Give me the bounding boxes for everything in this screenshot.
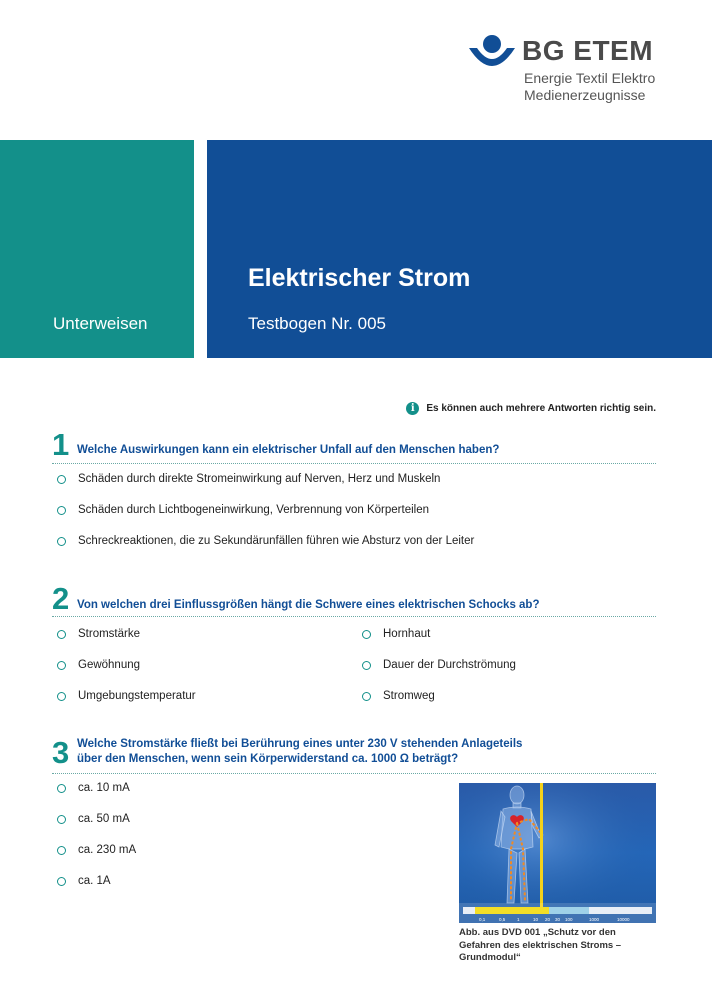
answer-option[interactable]: [362, 690, 435, 702]
radio-circle-icon[interactable]: [57, 846, 66, 855]
answer-option[interactable]: [362, 628, 430, 640]
radio-circle-icon[interactable]: [57, 506, 66, 515]
scale-label: 100: [565, 917, 573, 922]
logo-subline-2: Medienerzeugnisse: [524, 87, 646, 103]
radio-circle-icon[interactable]: [57, 877, 66, 886]
answer-label: Dauer der Durchströmung: [383, 659, 516, 671]
answer-option[interactable]: [57, 844, 136, 856]
banner-left-panel: [0, 140, 194, 358]
question-header: [52, 736, 656, 774]
radio-circle-icon[interactable]: [57, 630, 66, 639]
scale-label: 30: [555, 917, 561, 922]
answer-option[interactable]: [57, 628, 140, 640]
electric-body-illustration: [459, 783, 656, 923]
logo-subline: [524, 70, 655, 104]
answer-label: Hornhaut: [383, 628, 431, 640]
scale-label: 0,5: [499, 917, 506, 922]
answer-option[interactable]: [57, 473, 440, 485]
radio-circle-icon[interactable]: [57, 784, 66, 793]
radio-circle-icon[interactable]: [362, 692, 371, 701]
logo-mark-icon: [467, 34, 517, 78]
question-number: 3: [52, 735, 70, 770]
question-header: [52, 583, 656, 617]
page-subtitle: Testbogen Nr. 005: [248, 314, 386, 333]
answer-label: Stromweg: [383, 690, 435, 702]
figure-caption: Abb. aus DVD 001 „Schutz vor den Gefahren des elektrischen Stroms – Grundmodul“: [459, 927, 622, 963]
answer-option[interactable]: [362, 659, 516, 671]
question-text: [77, 736, 656, 767]
radio-circle-icon[interactable]: [362, 630, 371, 639]
scale-label: 10000: [617, 917, 630, 922]
answer-label: Gewöhnung: [78, 659, 141, 671]
question-text-line-2: über den Menschen, wenn sein Körperwiderstand ca. 1000 Ω beträgt?: [77, 753, 459, 765]
question-2: [52, 583, 656, 617]
question-header: [52, 428, 656, 464]
question-text: Welche Auswirkungen kann ein elektrischer Unfall auf den Menschen haben?: [77, 444, 500, 456]
radio-circle-icon[interactable]: [57, 537, 66, 546]
answer-label: Umgebungstemperatur: [78, 690, 196, 702]
answer-option[interactable]: [57, 782, 130, 794]
scale-label: 1000: [589, 917, 600, 922]
banner-right-panel: [207, 140, 712, 358]
question-number: 1: [52, 427, 70, 462]
scale-label: 0,1: [479, 917, 486, 922]
answer-label: ca. 230 mA: [78, 844, 137, 856]
answer-label: Schäden durch direkte Stromeinwirkung auf Nerven, Herz und Muskeln: [78, 473, 441, 485]
answer-option[interactable]: [57, 659, 140, 671]
section-label: Unterweisen: [53, 314, 148, 333]
scale-label: 10: [533, 917, 539, 922]
radio-circle-icon[interactable]: [57, 815, 66, 824]
question-3: [52, 736, 656, 774]
question-text: Von welchen drei Einflussgrößen hängt die Schwere eines elektrischen Schocks ab?: [77, 599, 540, 611]
question-1: [52, 428, 656, 464]
scale-label: 1: [517, 917, 520, 922]
answer-label: Schreckreaktionen, die zu Sekundärunfällen führen wie Absturz von der Leiter: [78, 535, 475, 547]
page-title: Elektrischer Strom: [248, 264, 471, 292]
answer-option[interactable]: [57, 875, 111, 887]
question-number: 2: [52, 581, 70, 616]
radio-circle-icon[interactable]: [57, 475, 66, 484]
answer-label: Stromstärke: [78, 628, 140, 640]
answer-option[interactable]: [57, 535, 474, 547]
bg-etem-logo: [467, 34, 667, 114]
answer-option[interactable]: [57, 690, 196, 702]
answer-label: Schäden durch Lichtbogeneinwirkung, Verbrennung von Körperteilen: [78, 504, 429, 516]
info-icon: i: [406, 402, 419, 415]
human-body-current-illustration: [459, 783, 656, 923]
multiple-answers-note: [406, 402, 656, 415]
answer-label: ca. 10 mA: [78, 782, 130, 794]
logo-subline-1: Energie Textil Elektro: [524, 70, 656, 86]
note-text: Es können auch mehrere Antworten richtig sein.: [426, 403, 656, 414]
scale-label: 20: [545, 917, 551, 922]
question-text-line-1: Welche Stromstärke fließt bei Berührung eines unter 230 V stehenden Anlageteils: [77, 738, 523, 750]
answer-label: ca. 1A: [78, 875, 111, 887]
logo-name: BG ETEM: [522, 35, 654, 66]
answer-option[interactable]: [57, 813, 130, 825]
answer-label: ca. 50 mA: [78, 813, 130, 825]
radio-circle-icon[interactable]: [57, 692, 66, 701]
answer-option[interactable]: [57, 504, 429, 516]
radio-circle-icon[interactable]: [362, 661, 371, 670]
radio-circle-icon[interactable]: [57, 661, 66, 670]
